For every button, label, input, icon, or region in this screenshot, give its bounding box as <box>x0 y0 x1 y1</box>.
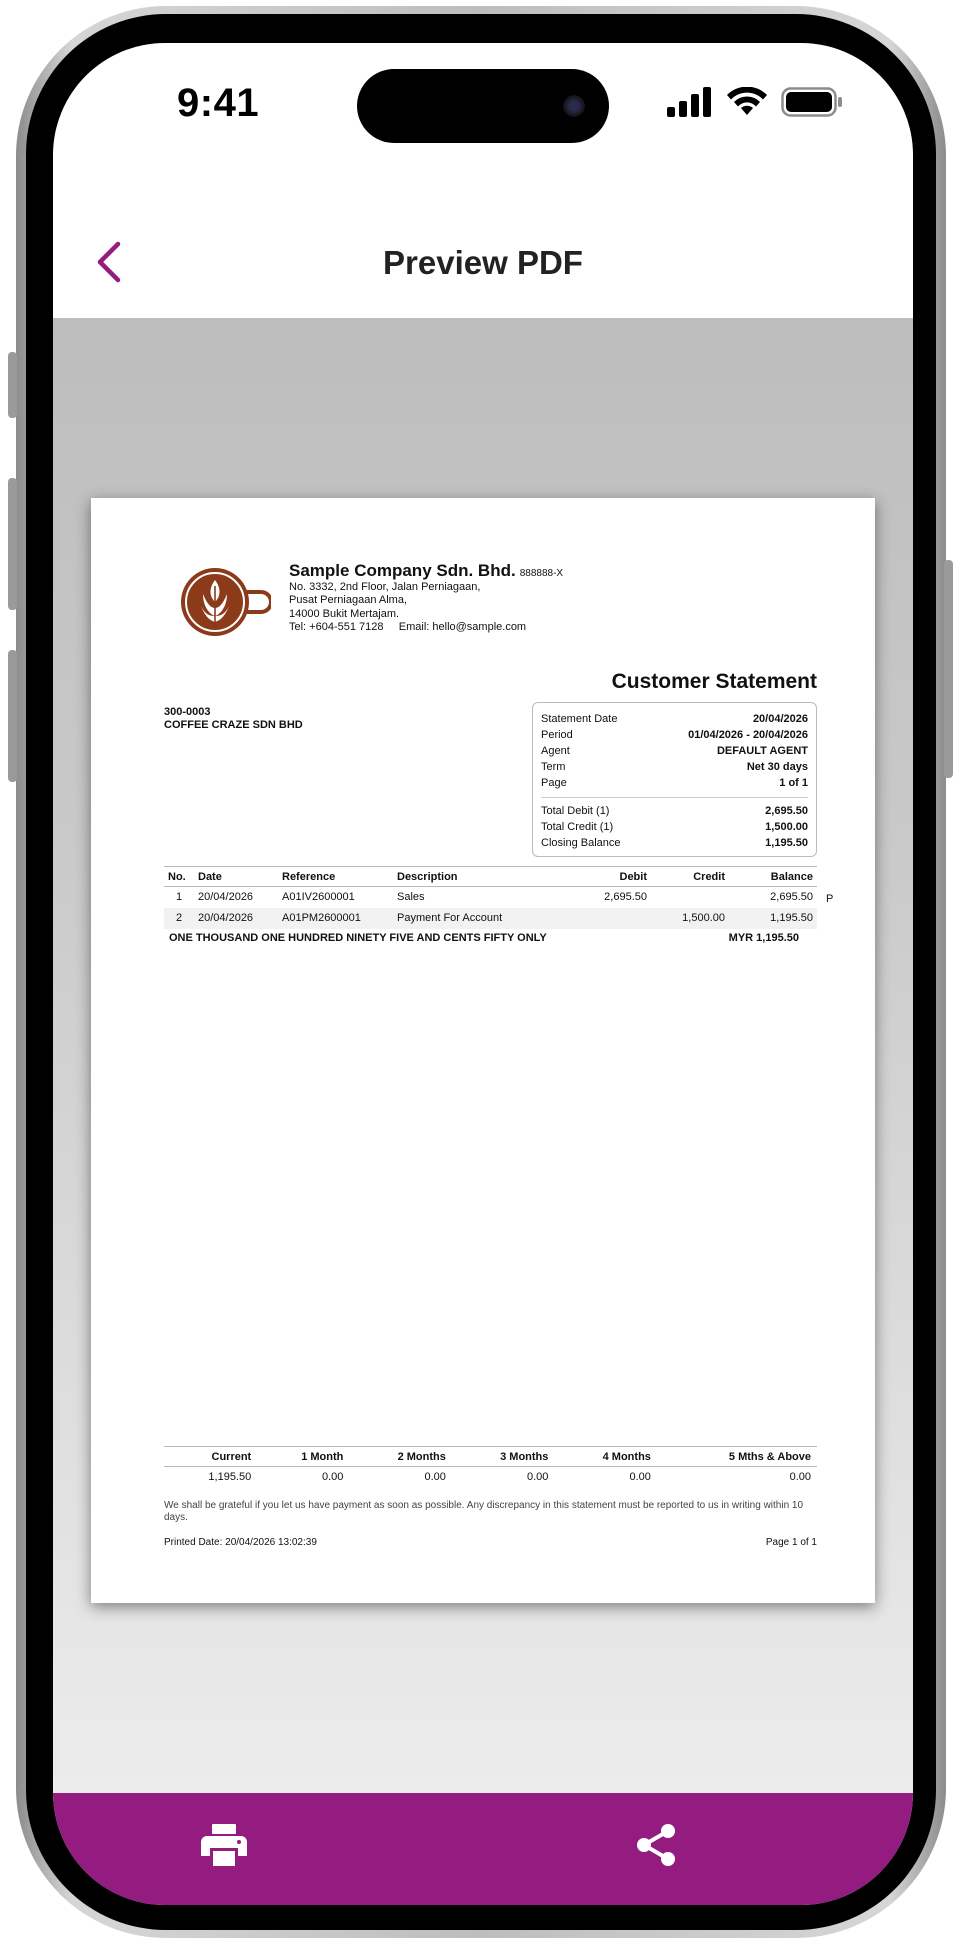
cell-debit <box>561 908 651 929</box>
cell-no: 2 <box>164 908 194 929</box>
navigation-bar <box>53 188 913 318</box>
transactions-table <box>164 866 817 929</box>
battery-icon <box>781 87 843 117</box>
status-time: 9:41 <box>177 81 260 125</box>
aging-value: 0.00 <box>321 1471 344 1484</box>
dynamic-island <box>357 69 609 143</box>
total-value: 1,195.50 <box>765 837 808 849</box>
col-credit: Credit <box>651 867 729 887</box>
status-icons <box>667 87 843 117</box>
aging-value: 0.00 <box>424 1471 446 1484</box>
cell-no: 1 <box>175 891 183 904</box>
cellular-signal-icon <box>667 87 713 117</box>
info-value: 20/04/2026 <box>752 713 808 725</box>
coffee-cup-logo-icon <box>179 566 271 638</box>
action-button <box>8 352 17 418</box>
status-bar <box>53 43 913 188</box>
cell-reference: A01IV2600001 <box>282 891 355 904</box>
info-row <box>541 711 808 727</box>
statement-info-box <box>532 702 817 857</box>
info-row <box>541 775 808 791</box>
cell-description: Payment For Account <box>393 908 561 929</box>
customer-code: 300-0003 <box>164 706 211 718</box>
company-block <box>289 561 564 635</box>
info-label: Page <box>541 777 567 789</box>
volume-down-button <box>8 650 17 782</box>
col-no: No. <box>164 867 194 887</box>
document-title: Customer Statement <box>611 670 817 693</box>
company-address-line: 14000 Bukit Mertajam. <box>289 607 400 620</box>
aging-value: 0.00 <box>789 1471 811 1484</box>
col-balance: Balance <box>729 867 817 887</box>
aging-header: Current <box>164 1447 257 1467</box>
share-icon <box>634 1823 678 1867</box>
total-label: Total Debit (1) <box>541 805 610 817</box>
cell-balance: 2,695.50 <box>770 891 813 904</box>
aging-value-row <box>164 1467 817 1488</box>
wifi-icon <box>727 87 767 117</box>
cell-credit <box>651 887 729 908</box>
table-header-row <box>164 867 817 887</box>
cell-reference: A01PM2600001 <box>278 908 393 929</box>
col-date: Date <box>194 867 278 887</box>
company-address-line: No. 3332, 2nd Floor, Jalan Perniagaan, <box>289 580 481 593</box>
aging-value: 0.00 <box>629 1471 651 1484</box>
info-label: Period <box>541 729 573 741</box>
info-label: Agent <box>541 745 570 757</box>
company-contact: Tel: +604-551 7128 Email: hello@sample.com <box>289 621 527 633</box>
printer-icon <box>201 1824 247 1866</box>
info-label: Statement Date <box>541 713 618 725</box>
share-button[interactable] <box>625 1815 687 1875</box>
info-value: 01/04/2026 - 20/04/2026 <box>688 729 808 741</box>
aging-header: 1 Month <box>257 1447 349 1467</box>
company-name: Sample Company Sdn. Bhd. <box>289 561 516 580</box>
total-label: Total Credit (1) <box>541 821 614 833</box>
table-row <box>164 908 817 929</box>
amount-total: MYR 1,195.50 <box>728 932 799 944</box>
total-value: 1,500.00 <box>765 821 808 833</box>
info-row <box>541 759 808 775</box>
camera-icon <box>563 95 585 117</box>
col-description: Description <box>393 867 561 887</box>
aging-value: 0.00 <box>526 1471 549 1484</box>
company-address-line: Pusat Perniagaan Alma, <box>289 594 408 606</box>
col-reference: Reference <box>278 867 393 887</box>
volume-up-button <box>8 478 17 610</box>
cell-credit: 1,500.00 <box>651 908 729 929</box>
info-value: 1 of 1 <box>779 777 808 789</box>
info-row <box>541 727 808 743</box>
cell-description: Sales <box>397 891 425 904</box>
amount-in-words: ONE THOUSAND ONE HUNDRED NINETY FIVE AND CENTS FIFTY ONLY <box>169 932 547 944</box>
aging-header: 5 Mths & Above <box>657 1447 817 1467</box>
aging-header: 3 Months <box>452 1447 555 1467</box>
cell-balance: 1,195.50 <box>729 908 817 929</box>
info-value: Net 30 days <box>746 761 808 773</box>
table-row <box>164 887 817 908</box>
page-footer: Page 1 of 1 <box>765 1537 817 1548</box>
pdf-page <box>91 498 875 1603</box>
cell-date: 20/04/2026 <box>194 908 278 929</box>
aging-header: 2 Months <box>349 1447 452 1467</box>
bottom-toolbar <box>53 1793 913 1905</box>
total-row <box>541 819 808 835</box>
cell-debit: 2,695.50 <box>604 891 647 904</box>
col-debit: Debit <box>561 867 651 887</box>
customer-block <box>164 706 303 732</box>
screen <box>53 43 913 1905</box>
pdf-preview-area[interactable] <box>53 318 913 1793</box>
printed-date: Printed Date: 20/04/2026 13:02:39 <box>164 1537 317 1548</box>
info-value: DEFAULT AGENT <box>716 745 808 757</box>
page-title: Preview PDF <box>383 244 583 281</box>
customer-name: COFFEE CRAZE SDN BHD <box>164 719 303 731</box>
total-row <box>541 835 808 851</box>
info-label: Term <box>541 761 566 773</box>
row-flag: P <box>826 893 834 905</box>
info-row <box>541 743 808 759</box>
company-reg-no: 888888-X <box>519 568 564 579</box>
total-value: 2,695.50 <box>765 805 808 817</box>
aging-value: 1,195.50 <box>208 1471 252 1484</box>
total-label: Closing Balance <box>541 837 621 849</box>
divider <box>541 797 808 798</box>
aging-header: 4 Months <box>554 1447 657 1467</box>
payment-note: We shall be grateful if you let us have payment as soon as possible. Any discrepancy in this statement must be reported to us in writing within 10 days. <box>164 1500 804 1523</box>
aging-header-row <box>164 1447 817 1467</box>
print-button[interactable] <box>193 1815 255 1875</box>
total-row <box>541 803 808 819</box>
cell-date: 20/04/2026 <box>198 891 254 904</box>
aging-table <box>164 1446 817 1488</box>
power-button <box>944 560 953 778</box>
